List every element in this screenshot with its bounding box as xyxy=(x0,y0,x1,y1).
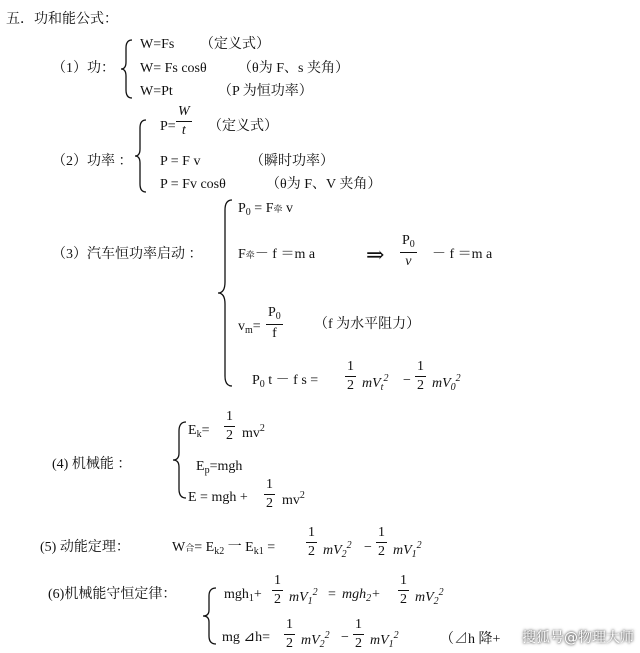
theorem-term-v2: $mV_2^2$ xyxy=(323,540,352,560)
car-line-2: F牵－ f ＝m a xyxy=(238,247,316,262)
car-term-mvt: $mV_t^2$ xyxy=(362,373,389,393)
conservation-brace xyxy=(202,586,218,646)
work-formula-2: W= Fs cosθ xyxy=(140,61,207,76)
work-note-1: （定义式） xyxy=(200,37,270,52)
minus-sign: − xyxy=(341,630,349,645)
conservation-mgh1: mgh$_1$+ xyxy=(224,587,262,604)
work-brace xyxy=(120,38,134,100)
mech-brace xyxy=(172,420,188,500)
conservation-term-v2: $mV_2^2$ xyxy=(415,587,444,607)
car-line-2-rhs: － f ＝m a xyxy=(432,247,493,262)
minus-sign: − xyxy=(403,373,411,388)
conservation-half-2: 1 2 xyxy=(400,573,407,607)
power-brace xyxy=(134,118,148,194)
power-formula-1-lhs: P= xyxy=(160,119,176,134)
work-formula-3: W=Pt xyxy=(140,84,173,99)
car-half-2: 1 2 xyxy=(417,359,424,393)
mech-label: (4) 机械能 ： xyxy=(52,457,132,472)
car-brace xyxy=(216,198,234,388)
conservation-half-4: 1 2 xyxy=(355,617,362,651)
car-line-4-lhs: $P_0$ t － f s = xyxy=(252,373,319,390)
minus-sign: − xyxy=(364,540,372,555)
theorem-half-1: 1 2 xyxy=(308,525,315,559)
power-formula-2: P = F v xyxy=(160,154,201,169)
work-note-3: （P 为恒功率） xyxy=(218,84,313,99)
conservation-note: （⊿h 降+ xyxy=(440,632,501,647)
power-fraction-den: t xyxy=(181,123,186,138)
equals-sign: = xyxy=(328,587,336,602)
conservation-half-3: 1 2 xyxy=(286,617,293,651)
power-fraction-num: W xyxy=(178,104,190,119)
car-note-3: （f 为水平阻力） xyxy=(314,317,421,332)
mech-half-1: 1 2 xyxy=(226,409,233,443)
conservation-term-v2b: $mV_2^2$ xyxy=(301,630,330,650)
section-title: 五．功和能公式： xyxy=(6,12,118,27)
power-formula-3: P = Fv cosθ xyxy=(160,177,226,192)
conservation-label: (6)机械能守恒定律： xyxy=(48,587,177,602)
car-half-1: 1 2 xyxy=(347,359,354,393)
work-formula-1: W=Fs xyxy=(140,37,175,52)
implies-arrow-icon: ⇒ xyxy=(366,242,385,267)
mech-half-2: 1 2 xyxy=(266,477,273,511)
mech-ep: $E_p=mgh$ xyxy=(196,459,243,476)
conservation-line-2-lhs: mg ⊿h= xyxy=(222,630,271,645)
conservation-mgh2: mgh$_2$+ xyxy=(342,587,381,604)
conservation-term-v1: $mV_1^2$ xyxy=(289,587,318,607)
power-note-1: （定义式） xyxy=(208,119,278,134)
power-note-3: （θ为 F、V 夹角） xyxy=(266,177,382,192)
conservation-half-1: 1 2 xyxy=(274,573,281,607)
car-line-3-lhs: $v_m=$ xyxy=(238,319,261,336)
car-line-1: $P_0 = F$牵 v xyxy=(238,201,293,218)
car-fraction-p0-v: $P_0$ v xyxy=(402,233,415,269)
power-fraction xyxy=(176,105,192,138)
theorem-half-2: 1 2 xyxy=(378,525,385,559)
car-fraction-p0-f: $P_0$ f xyxy=(268,305,281,341)
power-label: （2）功率 ： xyxy=(52,154,133,169)
car-term-mv0: $mV_0^2$ xyxy=(432,373,461,393)
theorem-term-v1: $mV_1^2$ xyxy=(393,540,422,560)
work-note-2: （θ为 F、s 夹角） xyxy=(238,61,349,76)
theorem-lhs: W合= $E_{k2}$ 一 $E_{k1}$ = xyxy=(172,540,276,557)
power-note-2: （瞬时功率） xyxy=(250,154,334,169)
mech-e-rhs: $mv^2$ xyxy=(282,490,305,508)
watermark: 搜狐号@物理大师 xyxy=(522,630,634,646)
mech-ek-lhs: $E_k=$ xyxy=(188,423,210,440)
work-label: （1）功： xyxy=(52,61,115,76)
car-label: （3）汽车恒功率启动 ： xyxy=(52,247,203,262)
mech-e-lhs: E = mgh + xyxy=(188,490,248,505)
mech-ek-rhs: $mv^2$ xyxy=(242,423,265,441)
conservation-term-v1b: $mV_1^2$ xyxy=(370,630,399,650)
theorem-label: (5) 动能定理： xyxy=(40,540,130,555)
